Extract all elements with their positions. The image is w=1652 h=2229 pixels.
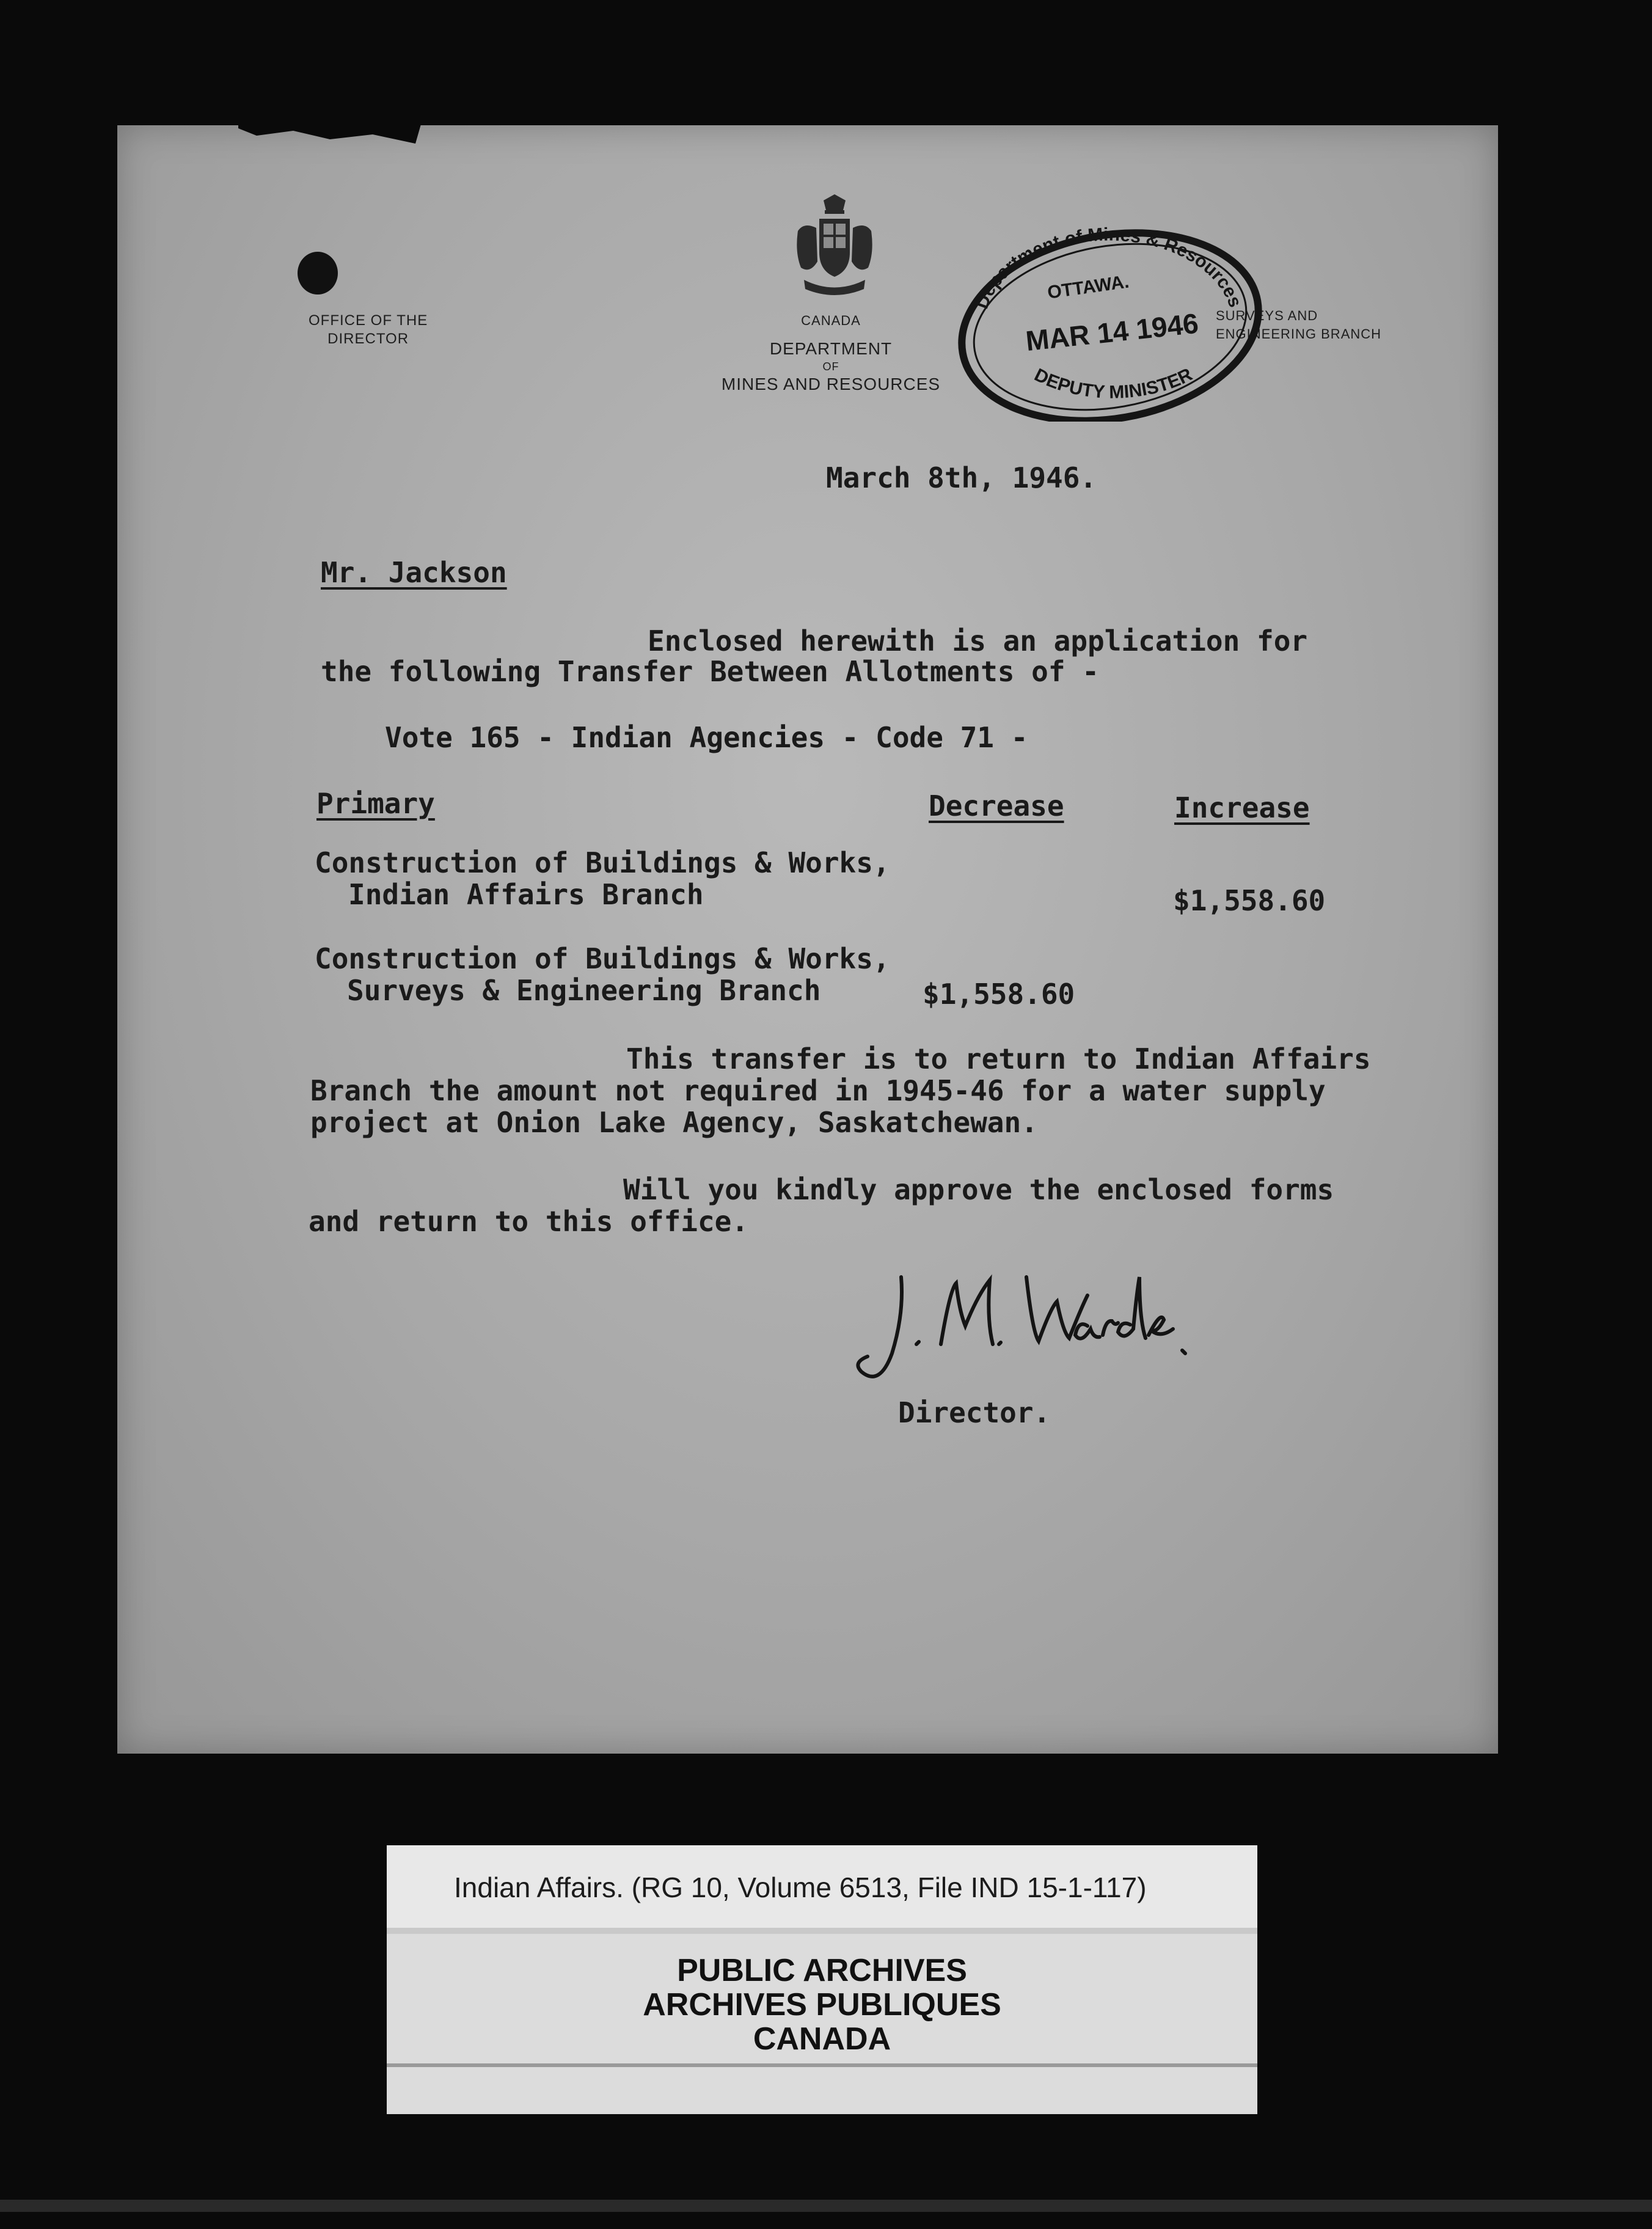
stamp-city: OTTAWA. [1046, 271, 1131, 303]
para2-line-2: Branch the amount not required in 1945-46 for a water supply [310, 1074, 1326, 1107]
received-stamp [950, 220, 1268, 422]
addressee: Mr. Jackson [321, 556, 507, 589]
para2-line-1: This transfer is to return to Indian Affairs [626, 1042, 1371, 1075]
label-divider-top [387, 1928, 1257, 1934]
coat-of-arms-icon [792, 194, 877, 301]
row-2-line-2: Surveys & Engineering Branch [347, 974, 821, 1007]
row-2-line-1: Construction of Buildings & Works, [315, 942, 890, 975]
row-1-line-1: Construction of Buildings & Works, [315, 846, 890, 879]
letter-date: March 8th, 1946. [826, 461, 1097, 494]
header-primary: Primary [316, 787, 435, 820]
punch-hole [298, 252, 338, 295]
department-line-1: DEPARTMENT [769, 339, 893, 358]
signature [843, 1253, 1210, 1393]
archive-line-3: CANADA [753, 2021, 891, 2057]
branch-line-1: SURVEYS AND [1216, 308, 1318, 323]
para2-line-3: project at Onion Lake Agency, Saskatchewan. [310, 1106, 1038, 1139]
para3-line-1: Will you kindly approve the enclosed forms [623, 1173, 1334, 1206]
archive-line-2: ARCHIVES PUBLIQUES [643, 1987, 1001, 2022]
stamp-date: MAR 14 1946 [1024, 307, 1201, 357]
department-line-2: OF [822, 361, 839, 373]
intro-line-1: Enclosed herewith is an application for [648, 624, 1308, 657]
vote-line: Vote 165 - Indian Agencies - Code 71 - [385, 721, 1028, 754]
torn-corner [238, 122, 422, 153]
para3-line-2: and return to this office. [309, 1205, 749, 1238]
stamp-arc-text: Department of Mines & Resources [971, 224, 1246, 312]
archive-stamp-label [387, 1928, 1257, 2114]
office-line-1: OFFICE OF THE [309, 312, 428, 329]
header-decrease: Decrease [929, 789, 1064, 822]
department-heading [696, 312, 965, 395]
closing-title: Director. [898, 1396, 1051, 1429]
office-line-2: DIRECTOR [327, 331, 409, 347]
stamp-bottom-text: DEPUTY MINISTER [1031, 364, 1196, 403]
archive-reference-label [387, 1845, 1257, 1928]
department-line-3: MINES AND RESOURCES [721, 375, 941, 393]
archive-line-1: PUBLIC ARCHIVES [677, 1953, 967, 1988]
country-name: CANADA [801, 313, 861, 328]
branch-line-2: ENGINEERING BRANCH [1216, 326, 1382, 342]
row-1-line-2: Indian Affairs Branch [348, 878, 704, 911]
intro-line-2: the following Transfer Between Allotments of - [321, 655, 1099, 688]
archive-reference: Indian Affairs. (RG 10, Volume 6513, File IND 15-1-117) [454, 1872, 1147, 1903]
row-2-decrease: $1,558.60 [923, 978, 1075, 1011]
film-edge [0, 2200, 1652, 2212]
row-1-increase: $1,558.60 [1173, 884, 1326, 917]
office-heading [309, 312, 428, 348]
label-divider-bottom [387, 2063, 1257, 2067]
header-increase: Increase [1174, 791, 1310, 824]
archive-name [387, 1953, 1257, 2056]
